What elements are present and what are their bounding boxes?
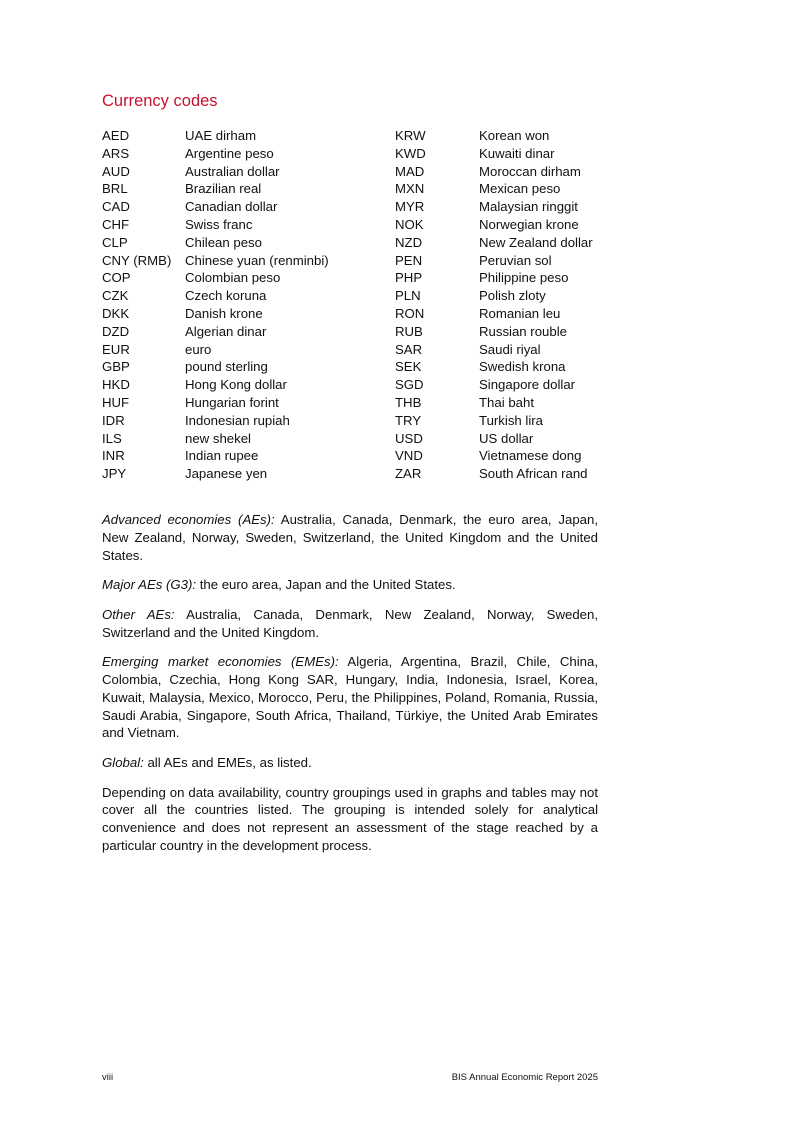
currency-name: Australian dollar: [185, 163, 280, 179]
grouping-term: Advanced economies (AEs):: [102, 512, 275, 527]
currency-name: pound sterling: [185, 359, 268, 375]
currency-name: Chilean peso: [185, 234, 262, 250]
currency-name: Danish krone: [185, 305, 263, 321]
currency-name: Hong Kong dollar: [185, 377, 287, 393]
currency-row: [102, 412, 602, 430]
currency-name: Colombian peso: [185, 270, 281, 286]
currency-code: HUF: [102, 394, 130, 410]
currency-name: new shekel: [185, 430, 251, 446]
currency-code: VND: [395, 448, 423, 464]
currency-code: AED: [102, 128, 130, 143]
currency-code: RUB: [395, 323, 423, 339]
currency-code: GBP: [102, 359, 130, 375]
grouping-paragraph: [102, 754, 598, 772]
currency-row: [102, 145, 602, 163]
grouping-paragraph: [102, 576, 598, 594]
currency-name: Singapore dollar: [479, 377, 576, 393]
grouping-term: Major AEs (G3):: [102, 577, 197, 593]
currency-row: [102, 252, 602, 270]
currency-code: JPY: [102, 466, 127, 482]
currency-code: CLP: [102, 234, 128, 250]
currency-name: Russian rouble: [479, 323, 567, 339]
currency-name: Norwegian krone: [479, 216, 579, 232]
currency-name: Japanese yen: [185, 466, 268, 482]
grouping-members: the euro area, Japan and the United States.: [196, 577, 456, 593]
currency-name: Swiss franc: [185, 216, 253, 232]
currency-row: [102, 269, 602, 287]
currency-name: UAE dirham: [185, 128, 257, 143]
grouping-term: Emerging market economies (EMEs):: [102, 654, 339, 670]
currency-name: Moroccan dirham: [479, 163, 581, 179]
grouping-members: Algeria, Argentina, Brazil, Chile, China, Colombia, Czechia, Hong Kong SAR, Hungary, India, Indonesia, Israel, Korea, Kuwait, Malaysia, Mexico, Morocco, Peru, the Philippines, Poland, Romania, Russia, Saudi Arabia, Singapore, South Africa, Thailand, Türkiye, the United Arab Emirates and Vietnam.: [102, 654, 598, 741]
currency-code: USD: [395, 430, 423, 446]
currency-name: Brazilian real: [185, 181, 262, 197]
currency-name: Romanian leu: [479, 305, 561, 321]
currency-name: Peruvian sol: [479, 252, 552, 268]
currency-name: Argentine peso: [185, 145, 274, 161]
currency-name: South African rand: [479, 466, 588, 482]
currency-row: [102, 198, 602, 216]
currency-row: [102, 305, 602, 323]
currency-code: THB: [395, 394, 422, 410]
currency-name: Chinese yuan (renminbi): [185, 252, 329, 268]
currency-code: AUD: [102, 163, 130, 179]
currency-name: Swedish krona: [479, 359, 566, 375]
currency-code: ILS: [102, 430, 122, 446]
currency-code: PEN: [395, 252, 423, 268]
currency-name: Indonesian rupiah: [185, 412, 290, 428]
currency-code: MXN: [395, 181, 425, 197]
grouping-members: all AEs and EMEs, as listed.: [143, 754, 312, 770]
currency-name: Canadian dollar: [185, 199, 278, 215]
grouping-paragraph: [102, 511, 598, 564]
currency-name: Algerian dinar: [185, 323, 267, 339]
currency-name: Vietnamese dong: [479, 448, 582, 464]
currency-name: Turkish lira: [479, 412, 543, 428]
currency-row: [102, 465, 602, 483]
currency-row: [102, 394, 602, 412]
page-number: viii: [102, 1072, 114, 1083]
currency-row: [102, 430, 602, 448]
currency-name: Polish zloty: [479, 288, 546, 304]
currency-code: MYR: [395, 199, 425, 215]
currency-row: [102, 323, 602, 341]
currency-code: INR: [102, 448, 125, 464]
currency-code: CHF: [102, 216, 130, 232]
currency-name: Mexican peso: [479, 181, 561, 197]
currency-code: ARS: [102, 145, 130, 161]
currency-code: TRY: [395, 412, 422, 428]
currency-row: [102, 447, 602, 465]
currency-name: Korean won: [479, 128, 550, 143]
country-groupings: [102, 511, 598, 867]
currency-name: Czech koruna: [185, 288, 267, 304]
grouping-members: Australia, Canada, Denmark, the euro area, Japan, New Zealand, Norway, Sweden, Switzerland, the United Kingdom and the United States.: [102, 512, 598, 563]
currency-row: [102, 180, 602, 198]
currency-code: PHP: [395, 270, 423, 286]
currency-code: BRL: [102, 181, 128, 197]
currency-code: CAD: [102, 199, 130, 215]
currency-row: [102, 216, 602, 234]
grouping-members: Australia, Canada, Denmark, New Zealand, Norway, Sweden, Switzerland and the United Kingdom.: [102, 606, 598, 640]
currency-row: [102, 127, 602, 145]
currency-code: SAR: [395, 341, 423, 357]
currency-code: EUR: [102, 341, 130, 357]
currency-name: euro: [185, 341, 212, 357]
grouping-term: Other AEs:: [102, 606, 175, 622]
currency-name: Malaysian ringgit: [479, 199, 578, 215]
currency-code: IDR: [102, 412, 125, 428]
currency-name: Philippine peso: [479, 270, 569, 286]
currency-code: CNY (RMB): [102, 252, 172, 268]
currency-row: [102, 287, 602, 305]
currency-name: Hungarian forint: [185, 394, 279, 410]
currency-row: [102, 163, 602, 181]
currency-code: HKD: [102, 377, 130, 393]
grouping-term: Global:: [102, 754, 144, 770]
currency-code: PLN: [395, 288, 421, 304]
currency-code: SEK: [395, 359, 422, 375]
currency-row: [102, 234, 602, 252]
grouping-disclaimer: Depending on data availability, country groupings used in graphs and tables may not cover all the countries listed. The grouping is intended solely for analytical convenience and does not represent an assessment of the stage reached by a particular country in the development process.: [102, 784, 598, 853]
currency-code: NZD: [395, 234, 423, 250]
grouping-paragraph: [102, 606, 598, 642]
currency-code: DZD: [102, 323, 130, 339]
currency-code-table: [102, 127, 602, 483]
currency-name: Saudi riyal: [479, 341, 541, 357]
currency-name: Indian rupee: [185, 448, 259, 464]
currency-code: NOK: [395, 216, 424, 232]
currency-code: COP: [102, 270, 131, 286]
footer-publication: BIS Annual Economic Report 2025: [451, 1072, 598, 1083]
currency-code: KWD: [395, 145, 426, 161]
currency-row: [102, 341, 602, 359]
currency-row: [102, 376, 602, 394]
currency-name: Kuwaiti dinar: [479, 145, 555, 161]
currency-code: CZK: [102, 288, 129, 304]
currency-code: MAD: [395, 163, 425, 179]
currency-code: DKK: [102, 305, 130, 321]
currency-code: RON: [395, 305, 425, 321]
currency-code: ZAR: [395, 466, 422, 482]
grouping-paragraph: [102, 653, 598, 742]
currency-name: Thai baht: [479, 394, 534, 410]
currency-code: KRW: [395, 128, 426, 143]
page-title: Currency codes: [102, 92, 218, 110]
currency-name: New Zealand dollar: [479, 234, 593, 250]
currency-code: SGD: [395, 377, 424, 393]
currency-row: [102, 358, 602, 376]
currency-name: US dollar: [479, 430, 534, 446]
